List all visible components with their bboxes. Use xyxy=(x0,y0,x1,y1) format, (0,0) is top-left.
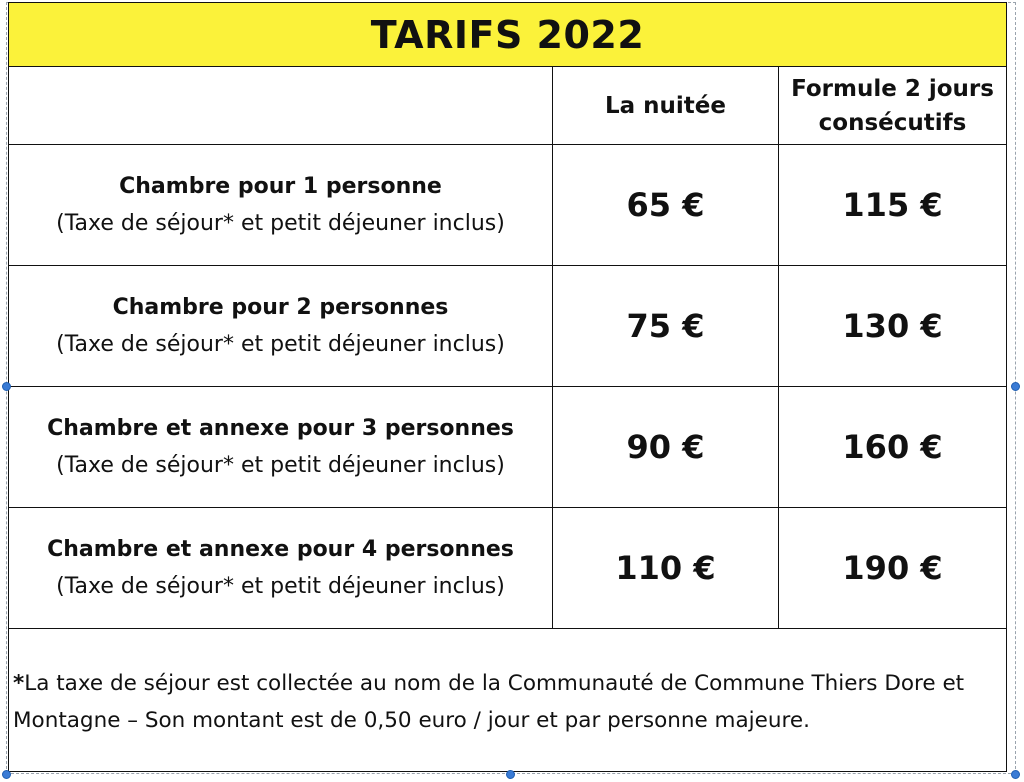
table-row xyxy=(9,266,1007,387)
tax-note xyxy=(9,629,1006,739)
room-label: Chambre et annexe pour 4 personnes xyxy=(47,537,514,562)
room-description xyxy=(9,508,553,629)
header-formule xyxy=(779,67,1007,145)
resize-handle-bottom-right[interactable] xyxy=(1011,770,1020,779)
room-included: (Taxe de séjour* et petit déjeuner inclus) xyxy=(56,332,505,357)
room-label: Chambre pour 1 personne xyxy=(119,174,442,199)
price-formule: 130 € xyxy=(779,266,1007,387)
header-row xyxy=(9,67,1007,145)
resize-handle-right[interactable] xyxy=(1011,382,1020,391)
price-nuitee: 90 € xyxy=(553,387,779,508)
price-formule: 115 € xyxy=(779,145,1007,266)
note-cell xyxy=(9,629,1007,772)
header-formule-line1: Formule 2 jours xyxy=(791,75,994,102)
header-formule-line2: consécutifs xyxy=(818,109,967,136)
room-description xyxy=(9,145,553,266)
header-nuitee: La nuitée xyxy=(553,67,779,145)
table-row xyxy=(9,387,1007,508)
note-row xyxy=(9,629,1007,772)
room-description xyxy=(9,387,553,508)
table-title: TARIFS 2022 xyxy=(370,12,645,57)
room-included: (Taxe de séjour* et petit déjeuner inclus) xyxy=(56,574,505,599)
room-label: Chambre et annexe pour 3 personnes xyxy=(47,416,514,441)
note-text: La taxe de séjour est collectée au nom de la Communauté de Commune Thiers Dore et Montagne – Son montant est de 0,50 euro / jour et par personne majeure. xyxy=(13,671,965,733)
resize-handle-left[interactable] xyxy=(2,382,11,391)
room-description xyxy=(9,266,553,387)
price-formule: 160 € xyxy=(779,387,1007,508)
price-nuitee: 110 € xyxy=(553,508,779,629)
table-row xyxy=(9,508,1007,629)
room-label: Chambre pour 2 personnes xyxy=(112,295,449,320)
tarifs-table xyxy=(8,2,1007,772)
resize-handle-bottom-left[interactable] xyxy=(2,770,11,779)
price-nuitee: 65 € xyxy=(553,145,779,266)
room-included: (Taxe de séjour* et petit déjeuner inclus) xyxy=(56,211,505,236)
room-included: (Taxe de séjour* et petit déjeuner inclus) xyxy=(56,453,505,478)
header-empty-cell xyxy=(9,67,553,145)
price-nuitee: 75 € xyxy=(553,266,779,387)
table-row xyxy=(9,145,1007,266)
note-asterisk: * xyxy=(13,671,25,696)
resize-handle-bottom[interactable] xyxy=(506,770,515,779)
title-cell xyxy=(9,3,1007,67)
price-formule: 190 € xyxy=(779,508,1007,629)
